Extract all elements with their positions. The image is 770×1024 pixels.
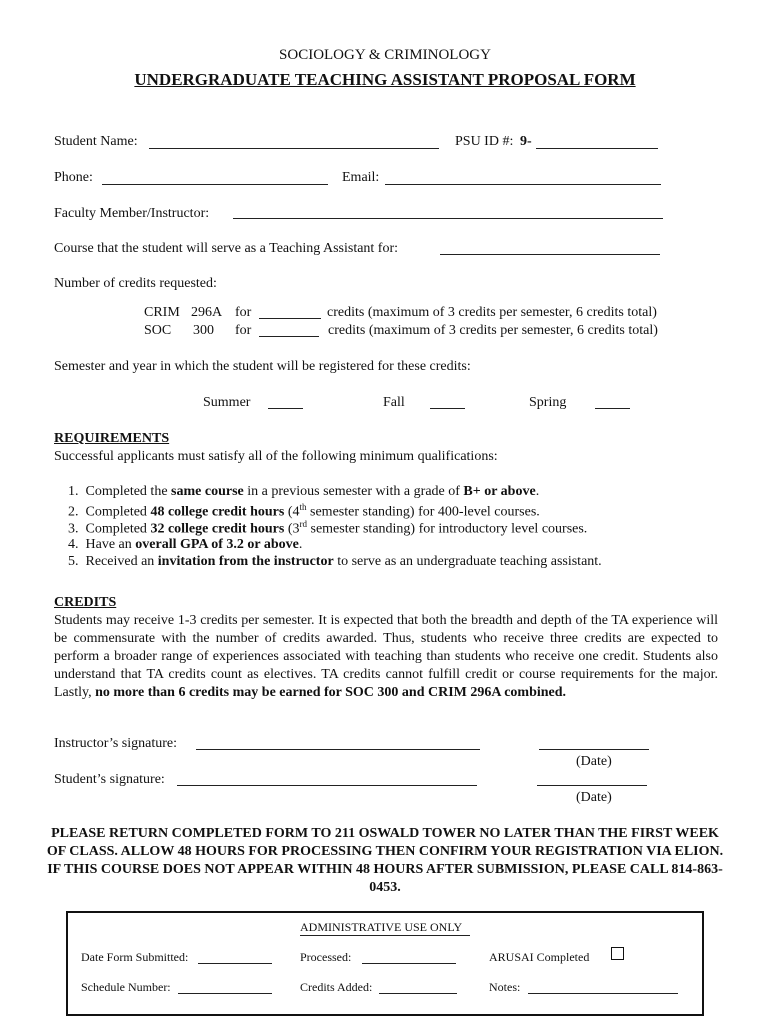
department-heading: SOCIOLOGY & CRIMINOLOGY xyxy=(279,47,491,63)
soc-dept: SOC xyxy=(144,323,172,338)
notes-label: Notes: xyxy=(489,980,521,994)
requirement-item-1: 1. Completed the same course in a previous semester with a grade of B+ or above. xyxy=(68,484,540,499)
spring-label: Spring xyxy=(529,395,567,410)
schedule-number-label: Schedule Number: xyxy=(81,980,171,994)
student-signature-label: Student’s signature: xyxy=(54,772,165,787)
faculty-label: Faculty Member/Instructor: xyxy=(54,206,210,221)
requirements-heading: REQUIREMENTS xyxy=(54,431,170,446)
soc-number: 300 xyxy=(193,323,214,338)
crim-dept: CRIM xyxy=(144,305,180,320)
admin-title: ADMINISTRATIVE USE ONLY xyxy=(300,920,463,934)
processed-label: Processed: xyxy=(300,950,352,964)
email-field[interactable] xyxy=(385,184,661,185)
fall-field[interactable] xyxy=(430,408,465,409)
credits-paragraph: Students may receive 1-3 credits per semester. It is expected that both the breadth and depth of the TA experience will be commensurate with the number of credits awarded. Thus, students who receive three credits are expected to perform a broader range of experiences associated with teaching than students who receive one credit. Students also understand that TA credits count as electives. TA credits cannot fulfill credit or course requirements for the major. Lastly, no more than 6 credits may be earned for SOC 300 and CRIM 296A combined. xyxy=(54,613,718,700)
credits-added-label: Credits Added: xyxy=(300,980,373,994)
psu-id-field[interactable] xyxy=(536,148,658,149)
phone-label: Phone: xyxy=(54,170,93,185)
date-submitted-label: Date Form Submitted: xyxy=(81,950,189,964)
email-label: Email: xyxy=(342,170,380,185)
arusai-checkbox[interactable] xyxy=(611,947,624,960)
processed-field[interactable] xyxy=(362,963,456,964)
course-field[interactable] xyxy=(440,254,660,255)
requirement-item-2: 2. Completed 48 college credit hours (4th semester standing) for 400-level courses. xyxy=(68,502,540,520)
notes-field[interactable] xyxy=(528,993,678,994)
requirement-item-3: 3. Completed 32 college credit hours (3rd semester standing) for introductory level courses. xyxy=(68,519,588,537)
course-label: Course that the student will serve as a Teaching Assistant for: xyxy=(54,241,399,256)
psu-id-label: PSU ID #: xyxy=(455,134,514,149)
semester-prompt: Semester and year in which the student will be registered for these credits: xyxy=(54,359,471,374)
credits-added-field[interactable] xyxy=(379,993,457,994)
fall-label: Fall xyxy=(383,395,405,410)
student-name-label: Student Name: xyxy=(54,134,138,149)
schedule-number-field[interactable] xyxy=(178,993,272,994)
instructor-signature-field[interactable] xyxy=(196,749,480,750)
date-submitted-field[interactable] xyxy=(198,963,272,964)
requirements-intro: Successful applicants must satisfy all of the following minimum qualifications: xyxy=(54,449,498,464)
instructor-date-label: (Date) xyxy=(576,754,612,769)
student-date-field[interactable] xyxy=(537,785,647,786)
crim-number: 296A xyxy=(191,305,223,320)
admin-use-box xyxy=(66,911,704,1016)
submission-notice: PLEASE RETURN COMPLETED FORM TO 211 OSWALD TOWER NO LATER THAN THE FIRST WEEK OF CLASS. ALLOW 48 HOURS FOR PROCESSING THEN CONFIRM YOUR REGISTRATION VIA ELION. IF THIS COURSE DOES NOT APPEAR WITHIN 48 HOURS AFTER SUBMISSION, PLEASE CALL 814-863-0453. xyxy=(46,826,724,895)
student-signature-field[interactable] xyxy=(177,785,477,786)
soc-credits-field[interactable] xyxy=(259,336,319,337)
soc-for: for xyxy=(235,323,252,338)
requirement-item-4: 4. Have an overall GPA of 3.2 or above. xyxy=(68,537,303,552)
crim-for: for xyxy=(235,305,252,320)
page-title: UNDERGRADUATE TEACHING ASSISTANT PROPOSAL FORM xyxy=(134,70,636,89)
admin-title-underline xyxy=(300,935,470,936)
summer-label: Summer xyxy=(203,395,251,410)
student-name-field[interactable] xyxy=(149,148,439,149)
student-date-label: (Date) xyxy=(576,790,612,805)
phone-field[interactable] xyxy=(102,184,328,185)
faculty-field[interactable] xyxy=(233,218,663,219)
arusai-label: ARUSAI Completed xyxy=(489,950,590,964)
instructor-date-field[interactable] xyxy=(539,749,649,750)
crim-credits-field[interactable] xyxy=(259,318,321,319)
credits-requested-label: Number of credits requested: xyxy=(54,276,217,291)
spring-field[interactable] xyxy=(595,408,630,409)
requirement-item-5: 5. Received an invitation from the instructor to serve as an undergraduate teaching assistant. xyxy=(68,554,602,569)
soc-credits-note: credits (maximum of 3 credits per semester, 6 credits total) xyxy=(328,323,658,338)
crim-credits-note: credits (maximum of 3 credits per semester, 6 credits total) xyxy=(327,305,657,320)
summer-field[interactable] xyxy=(268,408,303,409)
credits-heading: CREDITS xyxy=(54,595,117,610)
psu-id-prefix: 9- xyxy=(520,134,532,149)
instructor-signature-label: Instructor’s signature: xyxy=(54,736,177,751)
